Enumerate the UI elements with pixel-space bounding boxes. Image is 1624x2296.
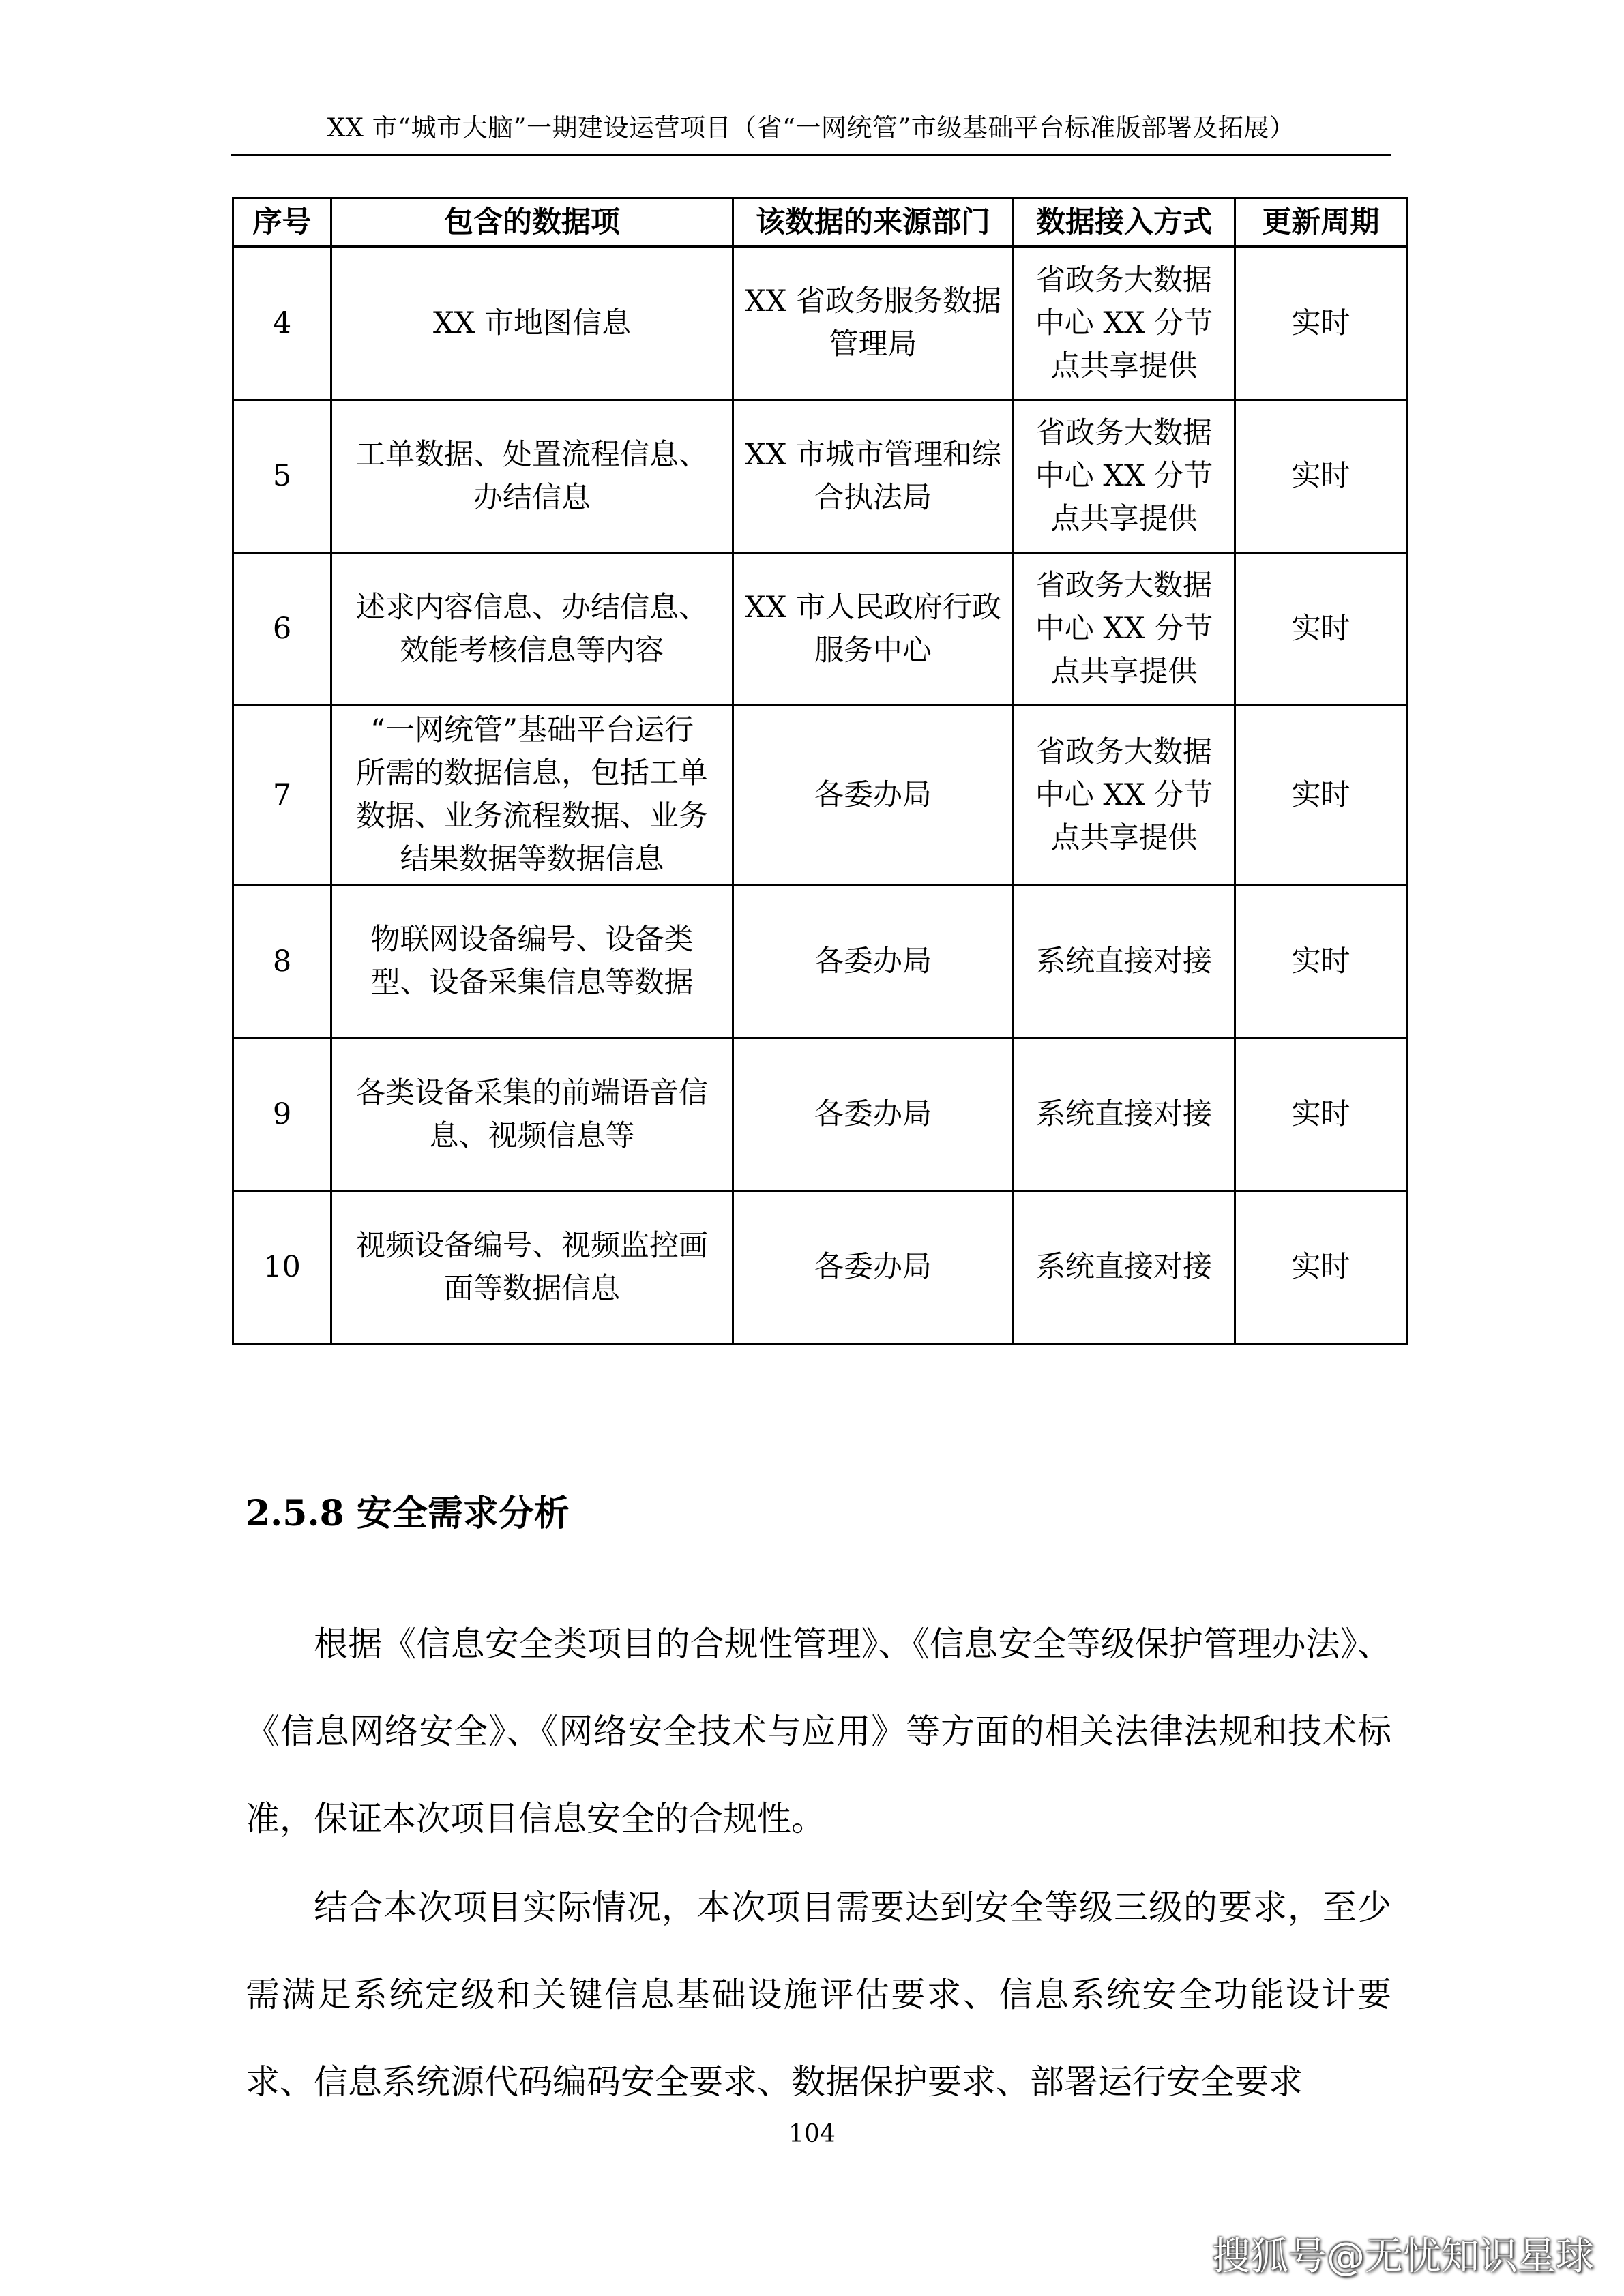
cell-no: 7 [233,706,331,885]
cell-cycle: 实时 [1235,553,1407,706]
column-header-no: 序号 [233,198,331,247]
document-title: XX 市“城市大脑”一期建设运营项目（省“一网统管”市级基础平台标准版部署及拓展） [327,113,1295,143]
cell-source: 各委办局 [733,885,1014,1039]
cell-method: 系统直接对接 [1014,1039,1235,1191]
cell-no: 9 [233,1039,331,1191]
cell-method: 省政务大数据 中心 XX 分节 点共享提供 [1014,400,1235,553]
cell-no: 8 [233,885,331,1039]
cell-cycle: 实时 [1235,1191,1407,1344]
table-row [233,553,1407,706]
table-row [233,400,1407,553]
column-header-item: 包含的数据项 [331,198,733,247]
cell-item: 物联网设备编号、设备类 型、设备采集信息等数据 [331,885,733,1039]
page-number: 104 [788,2120,836,2148]
cell-method: 系统直接对接 [1014,885,1235,1039]
cell-no: 10 [233,1191,331,1344]
cell-source: XX 市人民政府行政 服务中心 [733,553,1014,706]
cell-cycle: 实时 [1235,400,1407,553]
cell-no: 5 [233,400,331,553]
cell-source: XX 市城市管理和综 合执法局 [733,400,1014,553]
body-paragraph: 根据《信息安全类项目的合规性管理》、《信息安全等级保护管理办法》、《信息网络安全》、《网络安全技术与应用》等方面的相关法律法规和技术标准，保证本次项目信息安全的合规性。 [246,1624,1391,1838]
table-row [233,1039,1407,1191]
watermark: 搜狐号@无忧知识星球 [1212,2235,1594,2279]
cell-cycle: 实时 [1235,247,1407,400]
column-header-method: 数据接入方式 [1014,198,1235,247]
table-header-row [233,198,1407,247]
cell-item: 视频设备编号、视频监控画 面等数据信息 [331,1191,733,1344]
cell-item: XX 市地图信息 [331,247,733,400]
column-header-cycle: 更新周期 [1235,198,1407,247]
cell-item: 述求内容信息、办结信息、 效能考核信息等内容 [331,553,733,706]
table-row [233,706,1407,885]
table-row [233,1191,1407,1344]
cell-item: 工单数据、处置流程信息、 办结信息 [331,400,733,553]
column-header-source: 该数据的来源部门 [733,198,1014,247]
cell-cycle: 实时 [1235,706,1407,885]
data-items-table [232,197,1408,1345]
cell-item: “一网统管”基础平台运行 所需的数据信息，包括工单 数据、业务流程数据、业务 结果数据等数据信息 [331,706,733,885]
cell-source: 各委办局 [733,1191,1014,1344]
cell-no: 6 [233,553,331,706]
body-paragraph: 结合本次项目实际情况，本次项目需要达到安全等级三级的要求，至少需满足系统定级和关键信息基础设施评估要求、信息系统安全功能设计要求、信息系统源代码编码安全要求、数据保护要求、部署运行安全要求 [246,1888,1391,2102]
cell-cycle: 实时 [1235,1039,1407,1191]
cell-no: 4 [233,247,331,400]
section-heading: 2.5.8 安全需求分析 [246,1493,570,1534]
table-row [233,247,1407,400]
cell-cycle: 实时 [1235,885,1407,1039]
cell-source: XX 省政务服务数据 管理局 [733,247,1014,400]
cell-method: 省政务大数据 中心 XX 分节 点共享提供 [1014,247,1235,400]
cell-method: 系统直接对接 [1014,1191,1235,1344]
table-row [233,885,1407,1039]
cell-item: 各类设备采集的前端语音信 息、视频信息等 [331,1039,733,1191]
cell-method: 省政务大数据 中心 XX 分节 点共享提供 [1014,706,1235,885]
cell-method: 省政务大数据 中心 XX 分节 点共享提供 [1014,553,1235,706]
cell-source: 各委办局 [733,706,1014,885]
cell-source: 各委办局 [733,1039,1014,1191]
page-header [231,109,1391,156]
